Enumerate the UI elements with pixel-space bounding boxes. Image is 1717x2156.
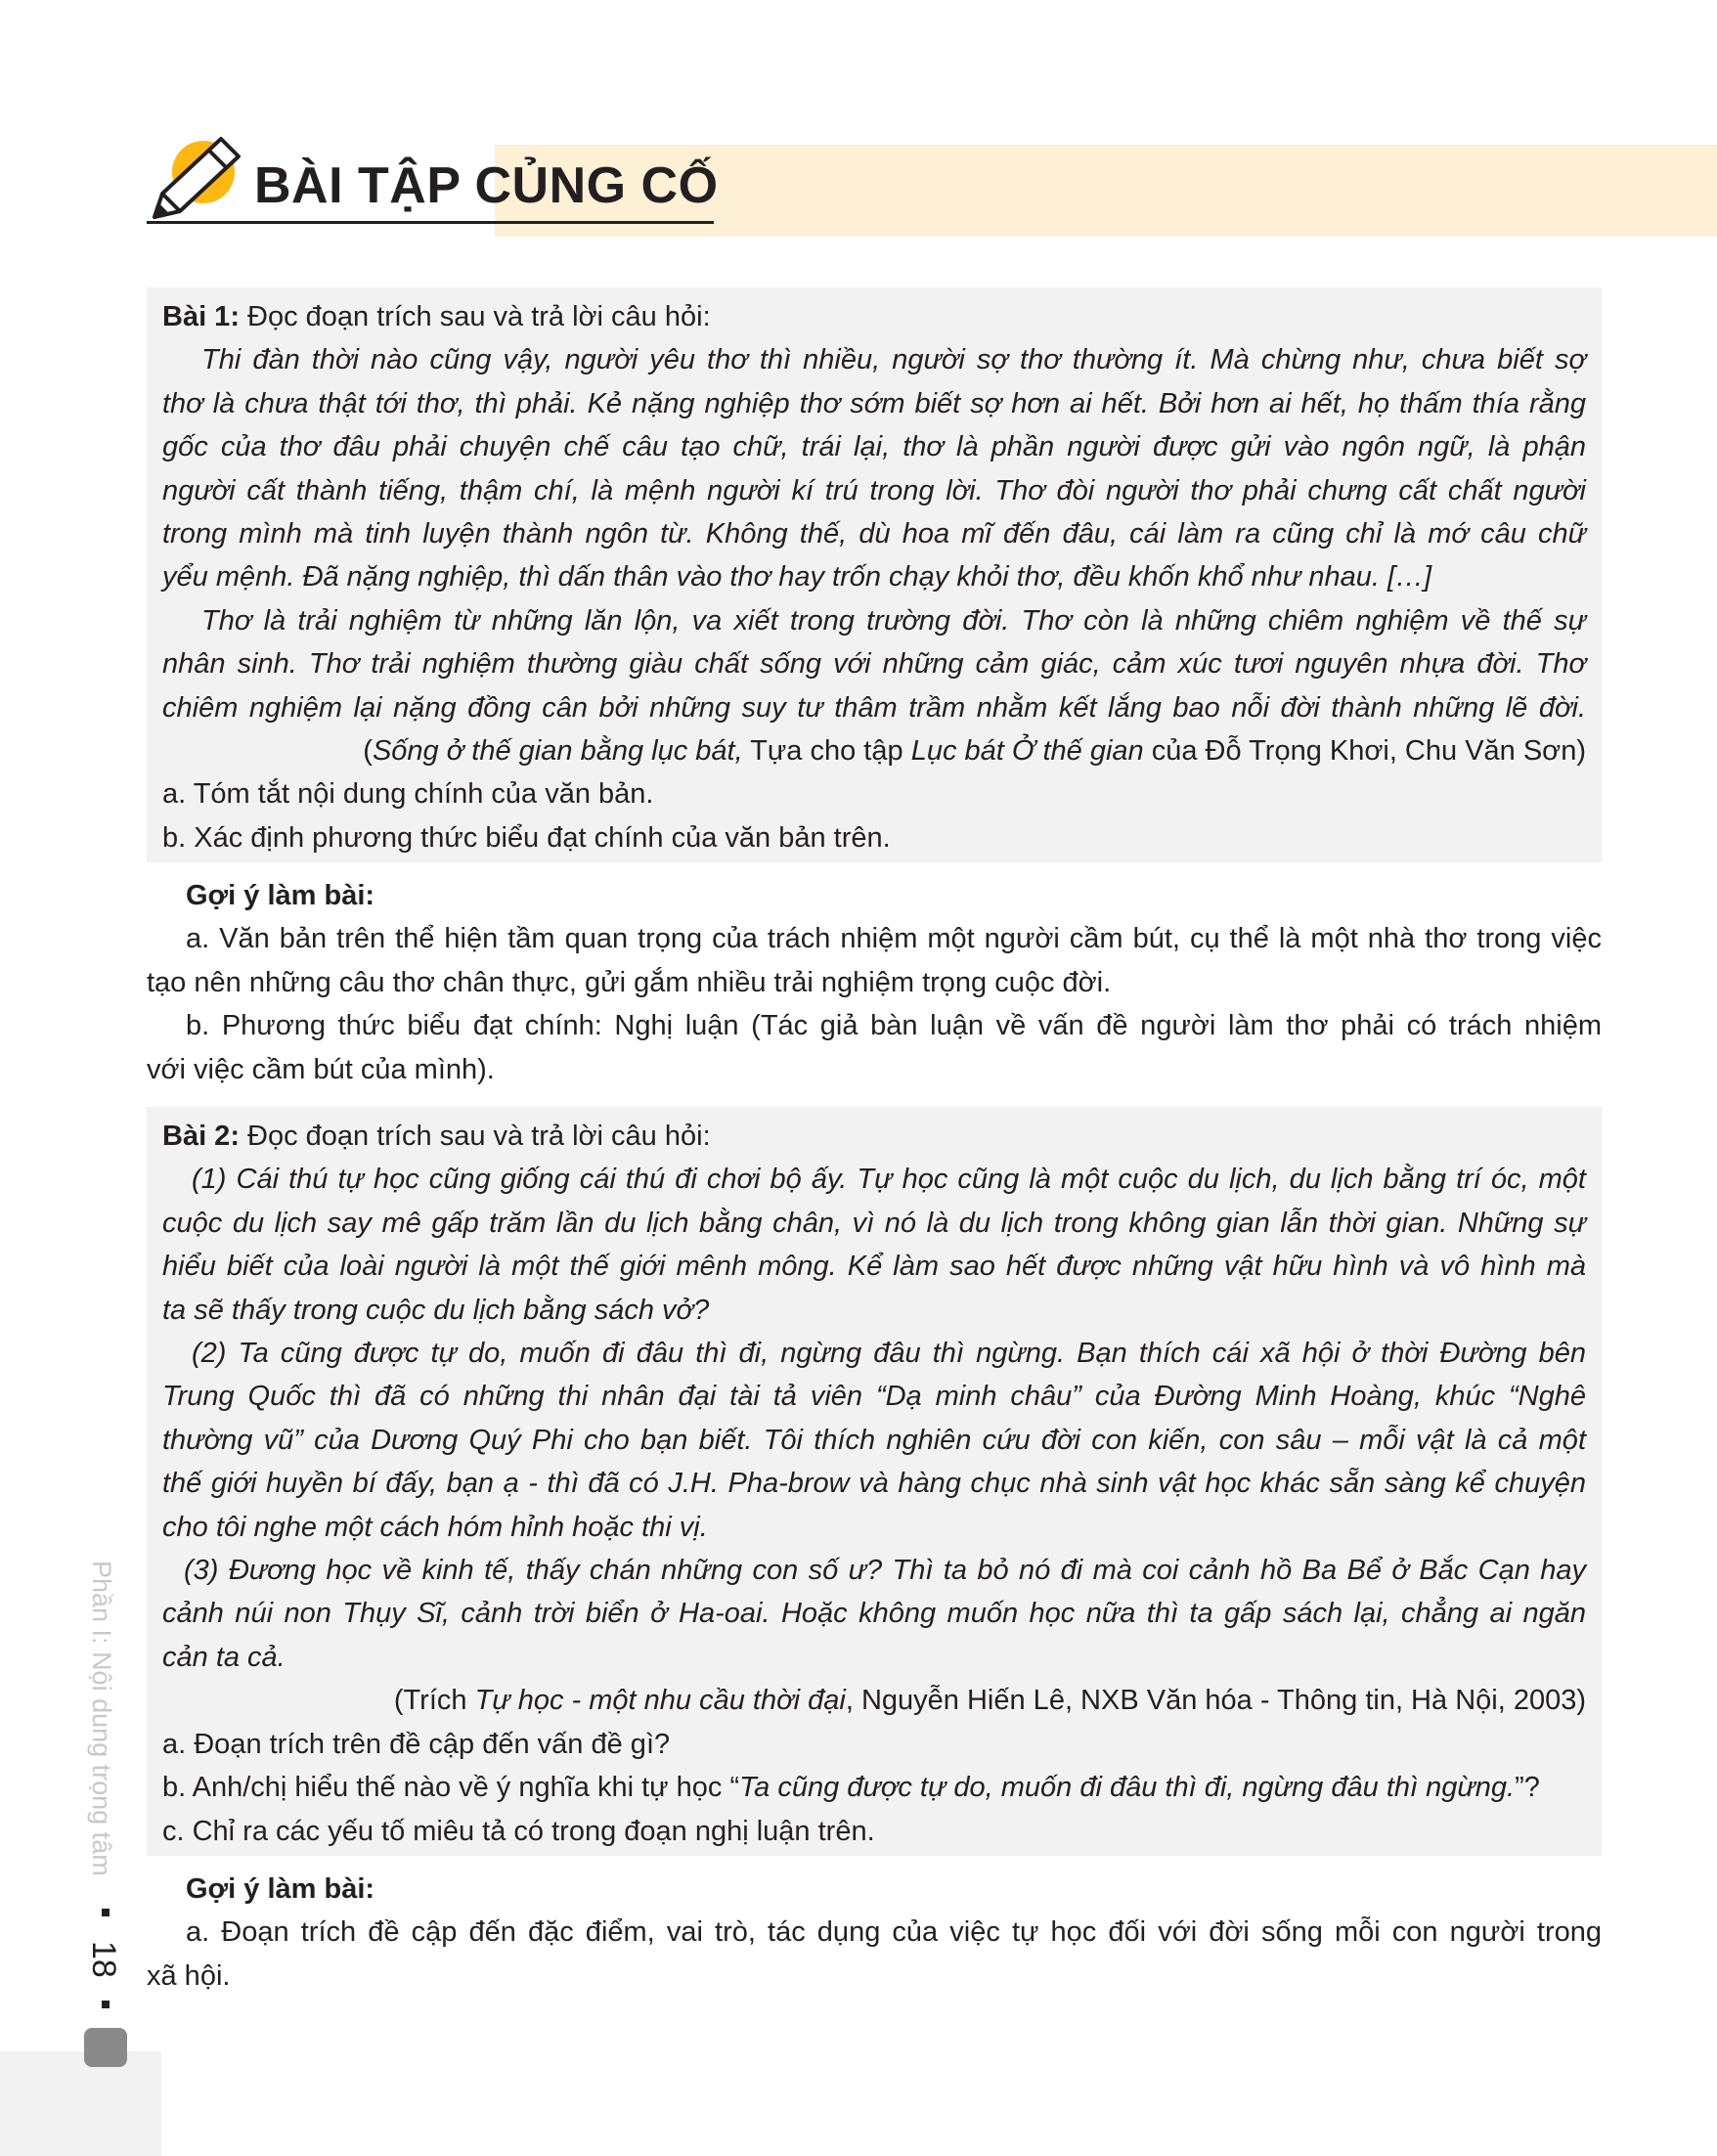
passage-line: chiêm nghiệm lại nặng đồng cân bởi những suy tư thâm trầm nhằm kết lắng bao nỗi đời thành những lẽ đời. xyxy=(162,691,1586,724)
question-a: a. Đoạn trích trên đề cập đến vấn đề gì? xyxy=(162,1728,671,1760)
section-label: Phần I: Nội dung trọng tâm xyxy=(87,1561,116,1876)
hint-line: với việc cầm bút của mình). xyxy=(147,1053,495,1085)
pencil-icon xyxy=(145,133,252,227)
passage-line: trong mình mà tinh luyện thành ngôn từ. Không thế, dù hoa mĩ đến đâu, cái làm ra cũng chỉ là mớ câu chữ xyxy=(162,518,1586,550)
passage-line: nhân sinh. Thơ trải nghiệm thường giàu chất sống với những cảm giác, cảm xúc tươi nguyên nhựa đời. Thơ xyxy=(162,648,1586,681)
hint-line: a. Văn bản trên thể hiện tầm quan trọng của trách nhiệm một người cầm bút, cụ thể là một nhà thơ trong việc xyxy=(186,923,1602,955)
passage-source: (Sống ở thế gian bằng lục bát, Tựa cho tập Lục bát Ở thế gian của Đỗ Trọng Khơi, Chu Văn Sơn) xyxy=(363,735,1586,768)
exercise-2-prompt: Bài 2: Đọc đoạn trích sau và trả lời câu hỏi: xyxy=(162,1121,711,1152)
marker-dot xyxy=(102,1909,110,1916)
passage-line: (3) Đương học về kinh tế, thấy chán những con số ư? Thì ta bỏ nó đi mà coi cảnh hồ Ba Bể ở Bắc Cạn hay xyxy=(184,1555,1586,1587)
question-b: b. Xác định phương thức biểu đạt chính của văn bản trên. xyxy=(162,821,891,854)
hint-line: tạo nên những câu thơ chân thực, gửi gắm nhiều trải nghiệm trọng cuộc đời. xyxy=(147,966,1112,998)
question-a: a. Tóm tắt nội dung chính của văn bản. xyxy=(162,778,654,811)
title-underline xyxy=(147,221,714,224)
passage-source: (Trích Tự học - một nhu cầu thời đại, Nguyễn Hiến Lê, NXB Văn hóa - Thông tin, Hà Nội, 2003) xyxy=(393,1685,1586,1717)
passage-line: người cất thành tiếng, thậm chí, là mệnh người kí trú trong lời. Thơ đòi người thơ phải chưng cất chất người xyxy=(162,474,1586,506)
passage-line: Trung Quốc thì đã có những thi nhân đại tài tả viên “Dạ minh châu” của Đường Minh Hoàng, khúc “Nghê xyxy=(162,1381,1586,1413)
exercise-2-box xyxy=(147,1107,1602,1856)
passage-line: cuộc du lịch say mê gấp trăm lần du lịch bằng chân, vì nó là du lịch trong không gian lẫn thời gian. Những sự xyxy=(162,1207,1586,1239)
passage-line: Thơ là trải nghiệm từ những lăn lộn, va xiết trong trường đời. Thơ còn là những chiêm nghiệm về thế sự xyxy=(201,604,1586,637)
page-title: BÀI TẬP CỦNG CỐ xyxy=(254,157,719,214)
exercise-1-prompt: Bài 1: Đọc đoạn trích sau và trả lời câu hỏi: xyxy=(162,301,711,332)
passage-line: gốc của thơ đâu phải chuyện chế câu tạo chữ, trái lại, thơ là phần người được gửi vào ngôn ngữ, là phận xyxy=(162,431,1586,463)
hint-heading: Gợi ý làm bài: xyxy=(186,1873,375,1905)
section-header xyxy=(145,133,731,231)
passage-line: Thi đàn thời nào cũng vậy, người yêu thơ thì nhiều, người sợ thơ thường ít. Mà chừng như, chưa biết sợ xyxy=(201,344,1586,376)
passage-line: (2) Ta cũng được tự do, muốn đi đâu thì đi, ngừng đâu thì ngừng. Bạn thích cái xã hội ở thời Đường bên xyxy=(192,1338,1586,1370)
marker-dot xyxy=(102,2001,110,2008)
hint-2 xyxy=(147,1868,1602,1998)
passage-line: thế giới huyền bí đấy, bạn ạ - thì đã có J.H. Pha-brow và hàng chục nhà sinh vật học khác sẵn sàng kể chuyện xyxy=(162,1468,1586,1500)
passage-line: cho tôi nghe một cách hóm hỉnh hoặc thi vị. xyxy=(162,1511,708,1543)
passage-line: ta sẽ thấy trong cuộc du lịch bằng sách vở? xyxy=(162,1294,710,1326)
question-b: b. Anh/chị hiểu thế nào về ý nghĩa khi tự học “Ta cũng được tự do, muốn đi đâu thì đi, ngừng đâu thì ngừng.”? xyxy=(162,1772,1540,1804)
page-number: 18 xyxy=(85,1941,122,1978)
exercise-1-box xyxy=(147,287,1602,862)
hint-1 xyxy=(147,874,1602,1091)
corner-tab xyxy=(84,2028,127,2067)
passage-line: thường vũ” của Dương Quý Phi cho bạn biết. Tôi thích nghiên cứu đời con kiến, con sâu – mỗi vật là cả một xyxy=(162,1424,1586,1456)
hint-line: b. Phương thức biểu đạt chính: Nghị luận (Tác giả bàn luận về vấn đề người làm thơ phải có trách nhiệm xyxy=(186,1010,1602,1042)
passage-line: cảnh núi non Thụy Sĩ, cảnh trời biển ở Ha-oai. Hoặc không muốn học nữa thì ta gấp sách lại, chẳng ai ngăn xyxy=(162,1598,1586,1630)
passage-line: cản ta cả. xyxy=(162,1641,286,1673)
passage-line: hiểu biết của loài người là một thế giới mênh mông. Kể làm sao hết được những vật hữu hình và vô hình mà xyxy=(162,1251,1586,1283)
hint-line: xã hội. xyxy=(147,1959,231,1992)
corner-panel xyxy=(0,2051,161,2156)
passage-line: thơ là chưa thật tới thơ, thì phải. Kẻ nặng nghiệp thơ sớm biết sợ hơn ai hết. Bởi hơn ai hết, họ thấm thía rằng xyxy=(162,387,1586,419)
passage-line: yểu mệnh. Đã nặng nghiệp, thì dấn thân vào thơ hay trốn chạy khỏi thơ, đều khốn khổ như nhau. […] xyxy=(162,561,1432,594)
hint-line: a. Đoạn trích đề cập đến đặc điểm, vai trò, tác dụng của việc tự học đối với đời sống mỗi con người trong xyxy=(186,1916,1602,1949)
passage-line: (1) Cái thú tự học cũng giống cái thú đi chơi bộ ấy. Tự học cũng là một cuộc du lịch, du lịch bằng trí óc, một xyxy=(192,1164,1586,1196)
hint-heading: Gợi ý làm bài: xyxy=(186,880,375,911)
question-c: c. Chỉ ra các yếu tố miêu tả có trong đoạn nghị luận trên. xyxy=(162,1815,875,1847)
